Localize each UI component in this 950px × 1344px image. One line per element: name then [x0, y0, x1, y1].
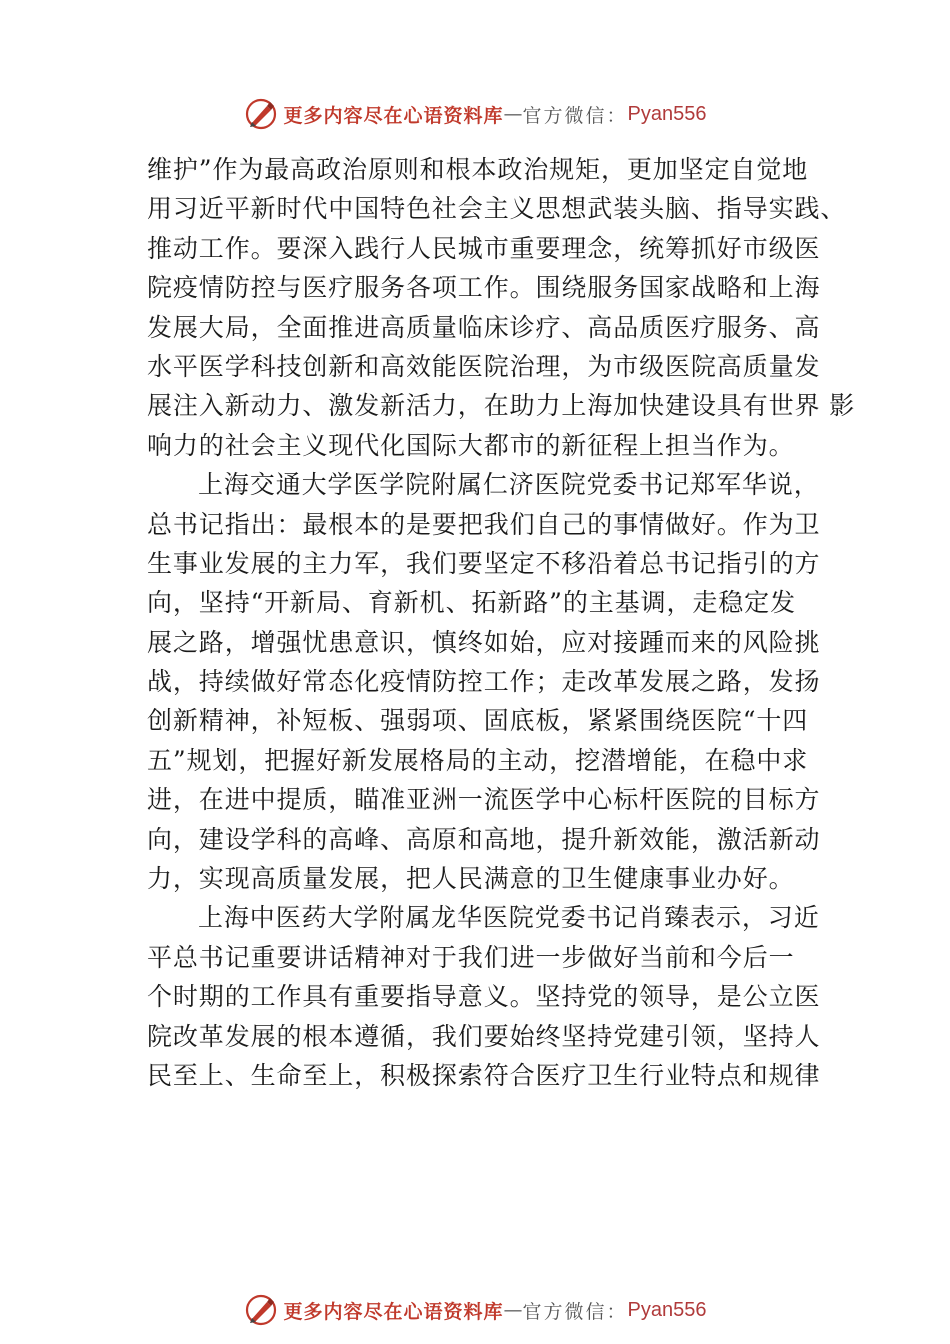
wechat-id: Pyan556	[627, 1298, 707, 1321]
text-line: 战，持续做好常态化疫情防控工作；走改革发展之路，发扬	[147, 667, 821, 697]
text-line: 用习近平新时代中国特色社会主义思想武装头脑、指导实践、	[147, 194, 847, 224]
text-line: 个时期的工作具有重要指导意义。坚持党的领导，是公立医	[147, 982, 821, 1012]
footer-watermark	[0, 1290, 950, 1330]
text-line: 响力的社会主义现代化国际大都市的新征程上担当作为。	[147, 430, 795, 460]
text-line: 水平医学科技创新和高效能医院治理，为市级医院高质量发	[147, 351, 821, 381]
text-line: 五”规划，把握好新发展格局的主动，挖潜增能，在稳中求	[147, 745, 809, 775]
text-line: 展注入新动力、激发新活力，在助力上海加快建设具有世界 影	[147, 391, 856, 421]
text-line: 院疫情防控与医疗服务各项工作。围绕服务国家战略和上海	[147, 273, 821, 303]
wechat-label: 官方微信：	[522, 1300, 628, 1323]
header-watermark	[0, 94, 950, 134]
text-line: 创新精神，补短板、强弱项、固底板，紧紧围绕医院“十四	[147, 706, 809, 736]
pen-logo-icon	[244, 97, 278, 131]
wechat-label: 官方微信：	[522, 104, 628, 127]
text-line: 推动工作。要深入践行人民城市重要理念，统筹抓好市级医	[147, 233, 821, 263]
separator-dash: —	[503, 103, 523, 125]
text-line: 发展大局，全面推进高质量临床诊疗、高品质医疗服务、高	[147, 312, 821, 342]
text-line: 维护”作为最高政治原则和根本政治规矩，更加坚定自觉地	[147, 155, 809, 184]
pen-logo-icon	[244, 1293, 278, 1327]
header-text	[284, 101, 707, 128]
text-line: 向，坚持“开新局、育新机、拓新路”的主基调，走稳定发	[147, 588, 796, 618]
wechat-id: Pyan556	[627, 102, 707, 125]
text-line: 向，建设学科的高峰、高原和高地，提升新效能，激活新动	[147, 824, 821, 854]
document-body	[147, 150, 856, 1095]
paragraph-start-line: 上海中医药大学附属龙华医院党委书记肖臻表示，习近	[198, 903, 820, 933]
footer-text	[284, 1297, 707, 1324]
brand-name: 更多内容尽在心语资料库	[283, 1300, 504, 1323]
text-line: 民至上、生命至上，积极探索符合医疗卫生行业特点和规律	[147, 1060, 821, 1090]
paragraph-start-line: 上海交通大学医学院附属仁济医院党委书记郑军华说，	[198, 470, 820, 500]
text-line: 院改革发展的根本遵循，我们要始终坚持党建引领，坚持人	[147, 1021, 821, 1051]
text-line: 力，实现高质量发展，把人民满意的卫生健康事业办好。	[147, 864, 795, 894]
separator-dash: —	[503, 1299, 523, 1321]
text-line: 生事业发展的主力军，我们要坚定不移沿着总书记指引的方	[147, 548, 821, 578]
text-line: 进，在进中提质，瞄准亚洲一流医学中心标杆医院的目标方	[147, 785, 821, 815]
brand-name: 更多内容尽在心语资料库	[283, 104, 504, 127]
text-line: 展之路，增强忧患意识，慎终如始，应对接踵而来的风险挑	[147, 627, 821, 657]
text-line: 平总书记重要讲话精神对于我们进一步做好当前和今后一	[147, 942, 795, 972]
text-line: 总书记指出：最根本的是要把我们自己的事情做好。作为卫	[147, 509, 821, 539]
